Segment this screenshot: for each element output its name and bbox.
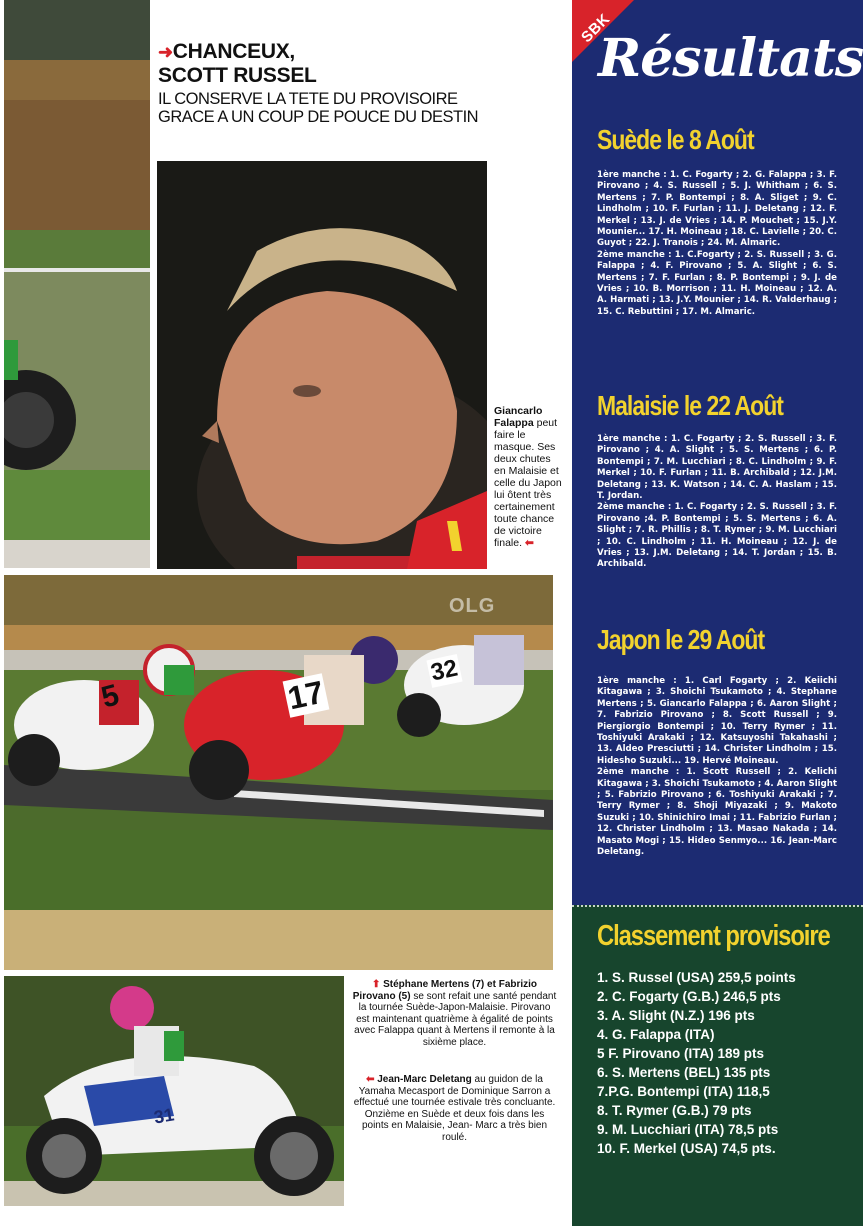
caption-deletang-name: Jean-Marc Deletang bbox=[377, 1074, 472, 1085]
standings-item: 10. F. Merkel (USA) 74,5 pts. bbox=[597, 1141, 776, 1156]
race-results-suede bbox=[597, 170, 837, 318]
bike-number-5: 5 bbox=[97, 678, 123, 715]
caption-falappa-text: peut faire le masque. Ses deux chutes en Malaisie et celle du Japon lui ôtent très certainement toute chance de victoire finale. bbox=[494, 417, 562, 549]
deletang-photo bbox=[4, 976, 344, 1206]
standings-item: 1. S. Russel (USA) 259,5 points bbox=[597, 970, 796, 985]
left-strip-photo bbox=[4, 0, 150, 568]
headline-title bbox=[158, 40, 558, 87]
bike-number-32: 32 bbox=[426, 654, 462, 688]
race-title-japon: Japon le 29 Août bbox=[597, 624, 765, 655]
arrow-up-icon: ⬆ bbox=[371, 979, 381, 990]
results-title: Résultats bbox=[598, 28, 863, 89]
race-japon-manche1: 1ère manche : 1. Carl Fogarty ; 2. Keiichi Kitagawa ; 3. Shoichi Tsukamoto ; 4. Stephane Mertens ; 5. Giancarlo Falappa ; 6. Aaron Slight ; 7. Fabrizio Pirovano ; 8. Scott Russell ; 9. Piergiorgio Bontempi ; 10. Terry Rymer ; 11. Toshiyuki Arakaki ; 12. Katsuyoshi Takahashi ; 13. Aldeo Presciutti ; 14. Christer Lindholm ; 15. Hidesho Suzuki... 19. Hervé Moineau. bbox=[597, 676, 837, 766]
portrait-photo bbox=[157, 161, 487, 569]
standings-item: 4. G. Falappa (ITA) bbox=[597, 1027, 715, 1042]
caption-deletang-text: au guidon de la Yamaha Mecasport de Dominique Sarron a effectué une tournée estivale très concluante. Onzième en Suède et deux fois dans les points en Malaisie, Jean- Marc a très bien roulé. bbox=[353, 1074, 556, 1143]
race-suede-manche2: 2ème manche : 1. C.Fogarty ; 2. S. Russell ; 3. G. Falappa ; 4. F. Pirovano ; 5. A. Slight ; 6. S. Mertens ; 7. F. Furlan ; 8. P. Bontempi ; 9. J. de Vries ; 10. B. Morrison ; 11. H. Moineau ; 12. A. A. Harmati ; 13. J.Y. Mounier ; 14. R. Valderhaug ; 15. C. Rebuttini ; 17. M. Almaric. bbox=[597, 249, 837, 317]
race-malaisie-manche2: 2ème manche : 1. C. Fogarty ; 2. S. Russell ; 3. F. Pirovano ;4. P. Bontempi ; 5. S. Mertens ; 6. A. Slight ; 7. R. Phillis ; 8. T. Rymer ; 9. M. Lucchiari ; 10. C. Lindholm ; 11. H. Moineau ; 12. J. de Vries ; 13. J.M. Deletang ; 14. T. Jordan ; 15. B. Archibald. bbox=[597, 502, 837, 570]
standings-item: 9. M. Lucchiari (ITA) 78,5 pts bbox=[597, 1122, 779, 1137]
standings-item: 2. C. Fogarty (G.B.) 246,5 pts bbox=[597, 989, 781, 1004]
standings-item: 7.P.G. Bontempi (ITA) 118,5 bbox=[597, 1084, 770, 1099]
race-results-japon bbox=[597, 676, 837, 859]
standings-item: 6. S. Mertens (BEL) 135 pts bbox=[597, 1065, 771, 1080]
standings-title: Classement provisoire bbox=[597, 920, 830, 952]
race-title-suede: Suède le 8 Août bbox=[597, 124, 754, 155]
headline-title-line2: SCOTT RUSSEL bbox=[158, 64, 317, 87]
headline-title-line1: CHANCEUX, bbox=[172, 40, 295, 63]
race-malaisie-manche1: 1ère manche : 1. C. Fogarty ; 2. S. Russell ; 3. F. Pirovano ; 4. A. Slight ; 5. S. Mertens ; 6. P. Bontempi ; 7. M. Lucchiari ; 8. C. Lindholm ; 9. F. Merkel ; 10. F. Furlan ; 11. B. Archibald ; 12. J.M. Deletang ; 13. K. Watson ; 14. C. A. Haslam ; 15. T. Jordan. bbox=[597, 434, 837, 502]
caption-mertens-name: Stéphane Mertens (7) et Fabrizio Pirovano (5) bbox=[352, 979, 538, 1002]
caption-deletang bbox=[352, 1074, 557, 1144]
caption-falappa bbox=[494, 405, 564, 549]
arrow-left-icon-2: ⬅ bbox=[366, 1074, 375, 1085]
standings-item: 5 F. Pirovano (ITA) 189 pts bbox=[597, 1046, 765, 1061]
race-suede-manche1: 1ère manche : 1. C. Fogarty ; 2. G. Falappa ; 3. F. Pirovano ; 4. S. Russell ; 5. J. Whitham ; 6. S. Mertens ; 7. P. Bontempi ; 8. A. Sliget ; 9. C. Lindholm ; 10. F. Furlan ; 11. J. Deletang ; 12. F. Merkel ; 13. J. de Vries ; 14. P. Mouchet ; 15. J.Y. Mounier... 17. H. Moineau ; 18. C. Lavielle ; 20. C. Guyot ; 22. J. Tranois ; 24. M. Almaric. bbox=[597, 170, 837, 249]
standings-item: 8. T. Rymer (G.B.) 79 pts bbox=[597, 1103, 752, 1118]
bike-number-17: 17 bbox=[283, 673, 329, 717]
headline-block bbox=[158, 40, 558, 126]
standings-item: 3. A. Slight (N.Z.) 196 pts bbox=[597, 1008, 755, 1023]
headline-subtitle bbox=[158, 90, 558, 126]
race-title-malaisie: Malaisie le 22 Août bbox=[597, 390, 783, 421]
sbk-tag: SBK bbox=[578, 10, 614, 47]
race-japon-manche2: 2ème manche : 1. Scott Russell ; 2. Kelichi Kitagawa ; 3. Shoichi Tsukamoto ; 4. Aaron Slight ; 5. Fabrizio Pirovano ; 6. Toshiyuki Arakaki ; 7. Terry Rymer ; 8. Shoji Miyazaki ; 9. Makoto Suzuki ; 10. Shinichiro Imai ; 11. Fabrizio Furlan ; 12. Christer Lindholm ; 13. Masao Nakada ; 14. Masato Mogi ; 15. Hideo Senmyo... 16. Jean-Marc Deletang. bbox=[597, 767, 837, 858]
caption-mertens-text: se sont refait une santé pendant la tournée Suède-Japon-Malaisie. Pirovano est maintenant quatrième à égalité de points avec Falappa quant à Mertens il remonte à la sixième place. bbox=[354, 990, 557, 1048]
bike-number-31: 31 bbox=[152, 1104, 176, 1128]
caption-falappa-name: Giancarlo Falappa bbox=[494, 405, 543, 429]
race-results-malaisie bbox=[597, 434, 837, 571]
headline-subtitle-line2: GRACE A UN COUP DE POUCE DU DESTIN bbox=[158, 108, 479, 126]
caption-mertens bbox=[352, 979, 557, 1049]
watermark-logo: OLG bbox=[449, 595, 496, 617]
race-photo bbox=[4, 575, 553, 970]
headline-subtitle-line1: IL CONSERVE LA TETE DU PROVISOIRE bbox=[158, 90, 458, 108]
headline-arrow: ➜ bbox=[158, 42, 173, 62]
standings-list bbox=[597, 968, 857, 1158]
arrow-left-icon: ⬅ bbox=[524, 537, 534, 549]
